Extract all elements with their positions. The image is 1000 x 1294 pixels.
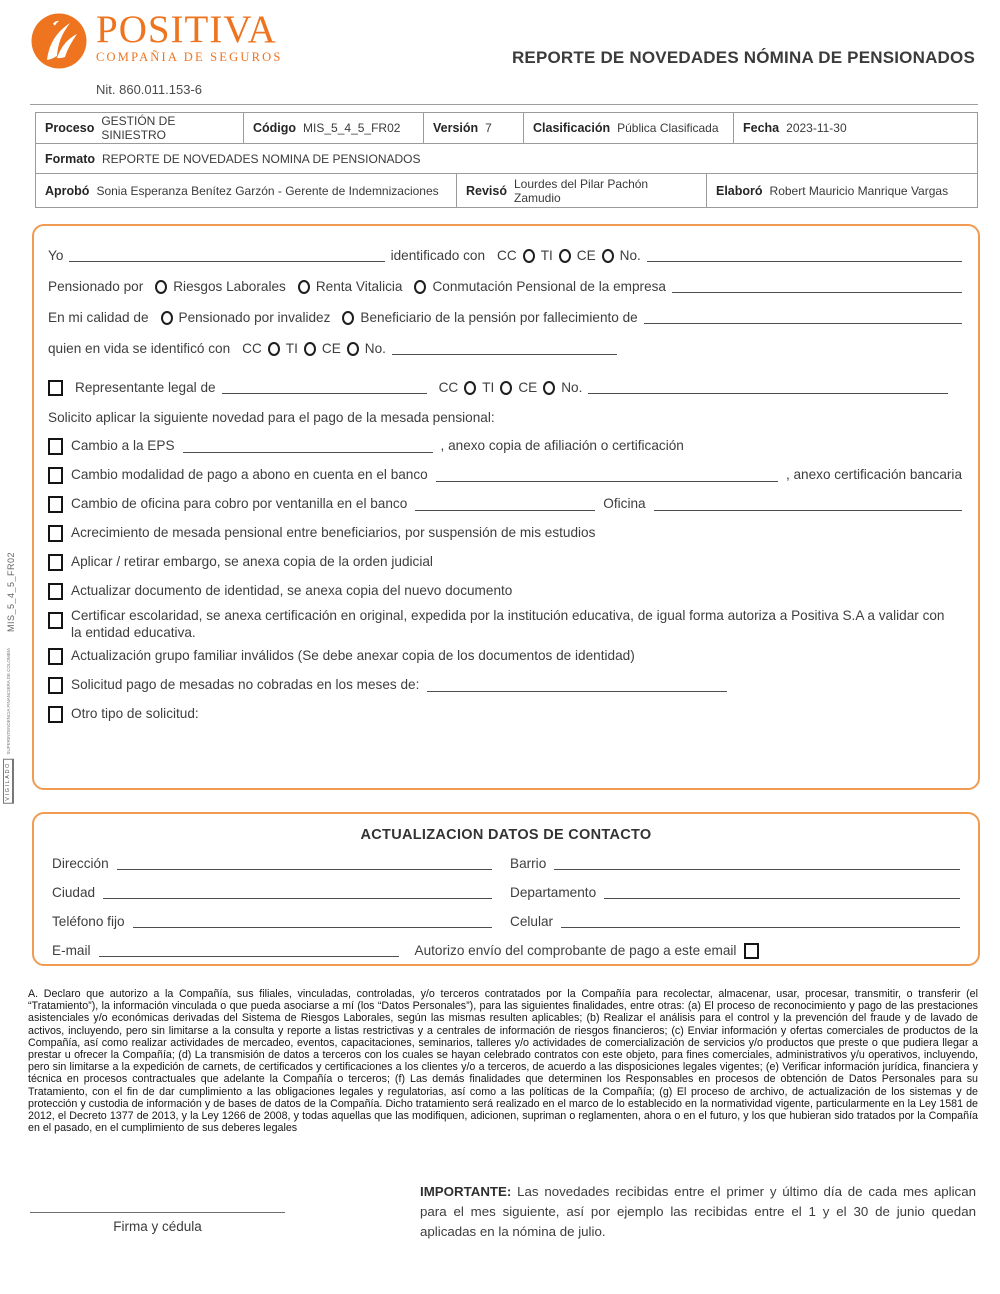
ce2-label: CE <box>321 341 341 356</box>
novelty-item-grupo-familiar: Actualización grupo familiar inválidos (Se debe anexar copia de los documentos de identidad) <box>48 642 962 671</box>
ce3-radio[interactable] <box>543 381 555 395</box>
abono-banco-field[interactable] <box>436 469 778 482</box>
meta-elaboro: Elaboró Robert Mauricio Manrique Vargas <box>706 174 977 207</box>
important-label: IMPORTANTE: <box>420 1184 512 1199</box>
celular-label: Celular <box>510 914 554 929</box>
no2-label: No. <box>364 341 386 356</box>
ventanilla-banco-field[interactable] <box>415 498 595 511</box>
ce3-label: CE <box>518 380 538 395</box>
ti2-label: TI <box>285 341 298 356</box>
row-identity <box>48 240 962 271</box>
riesgos-laborales-radio[interactable] <box>155 280 167 294</box>
meta-table <box>35 112 978 208</box>
contact-row-4 <box>52 936 960 965</box>
cc3-radio[interactable] <box>464 381 476 395</box>
no-label: No. <box>619 248 641 263</box>
email-field[interactable] <box>99 944 399 957</box>
vigilado-subtitle: SUPERINTENDENCIA FINANCIERA DE COLOMBIA <box>5 648 11 755</box>
novelty-item-abono-banco: Cambio modalidad de pago a abono en cuenta en el banco , anexo certificación bancaria <box>48 461 962 490</box>
telefono-label: Teléfono fijo <box>52 914 125 929</box>
direccion-field[interactable] <box>117 857 492 870</box>
direccion-label: Dirección <box>52 856 109 871</box>
embargo-checkbox[interactable] <box>48 554 63 571</box>
ce-radio[interactable] <box>602 249 614 263</box>
ti3-radio[interactable] <box>500 381 512 395</box>
beneficiario-radio[interactable] <box>342 311 354 325</box>
meta-reviso: Revisó Lourdes del Pilar Pachón Zamudio <box>456 174 706 207</box>
ciudad-field[interactable] <box>103 886 492 899</box>
mesadas-meses-field[interactable] <box>427 679 727 692</box>
signature-block <box>30 1212 285 1234</box>
novelty-item-acrecimiento: Acrecimiento de mesada pensional entre beneficiarios, por suspensión de mis estudios <box>48 519 962 548</box>
invalidez-radio[interactable] <box>161 311 173 325</box>
contact-row-1 <box>52 849 960 878</box>
otro-checkbox[interactable] <box>48 706 63 723</box>
row-deceased-id <box>48 333 962 364</box>
meta-fecha: Fecha 2023-11-30 <box>733 113 977 143</box>
novelty-item-ventanilla: Cambio de oficina para cobro por ventanilla en el banco Oficina <box>48 490 962 519</box>
no3-label: No. <box>561 380 583 395</box>
quien-en-vida-label: quien en vida se identificó con <box>48 341 231 356</box>
grupo-familiar-checkbox[interactable] <box>48 648 63 665</box>
ventanilla-checkbox[interactable] <box>48 496 63 513</box>
eps-field[interactable] <box>183 440 433 453</box>
company-logo <box>30 8 283 70</box>
ce-label: CE <box>576 248 596 263</box>
mesadas-checkbox[interactable] <box>48 677 63 694</box>
important-note <box>420 1182 976 1242</box>
ce2-radio[interactable] <box>347 342 359 356</box>
identificado-label: identificado con <box>390 248 486 263</box>
ventanilla-oficina-field[interactable] <box>654 498 962 511</box>
calidad-label: En mi calidad de <box>48 310 149 325</box>
solicito-label: Solicito aplicar la siguiente novedad para el pago de la mesada pensional: <box>48 410 495 425</box>
ti3-label: TI <box>482 380 495 395</box>
contact-box <box>32 812 980 966</box>
document-number-field[interactable] <box>647 249 962 262</box>
representante-name-field[interactable] <box>222 381 427 394</box>
autorizo-label: Autorizo envío del comprobante de pago a este email <box>414 943 737 958</box>
invalidez-label: Pensionado por invalidez <box>178 310 331 325</box>
meta-row-2 <box>36 143 977 173</box>
meta-version: Versión 7 <box>423 113 523 143</box>
empresa-field[interactable] <box>672 280 962 293</box>
header-divider <box>30 104 978 105</box>
renta-vitalicia-radio[interactable] <box>298 280 310 294</box>
row-pension-type <box>48 271 962 302</box>
meta-proceso: Proceso GESTIÓN DE SINIESTRO <box>45 114 176 142</box>
celular-field[interactable] <box>561 915 960 928</box>
novelty-item-eps: Cambio a la EPS , anexo copia de afiliación o certificación <box>48 432 962 461</box>
representante-checkbox[interactable] <box>48 380 63 396</box>
documento-checkbox[interactable] <box>48 583 63 600</box>
barrio-field[interactable] <box>554 857 960 870</box>
fallecido-field[interactable] <box>644 311 962 324</box>
brand-subtitle: COMPAÑIA DE SEGUROS <box>96 50 283 64</box>
telefono-field[interactable] <box>133 915 492 928</box>
departamento-field[interactable] <box>604 886 960 899</box>
signature-line[interactable] <box>30 1212 285 1213</box>
barrio-label: Barrio <box>510 856 547 871</box>
positiva-logo-icon <box>30 12 88 70</box>
yo-label: Yo <box>48 248 64 263</box>
important-text: Las novedades recibidas entre el primer y último día de cada mes aplican para el mes siguiente, así por ejemplo las recibidas entre el 1 y el 30 de junio quedan aplicadas en la nómina de julio. <box>420 1184 976 1239</box>
cc3-label: CC <box>438 380 459 395</box>
meta-row-1 <box>36 113 977 143</box>
vigilado-badge <box>3 648 14 803</box>
representante-label: Representante legal de <box>75 380 216 395</box>
novelty-item-escolaridad: Certificar escolaridad, se anexa certificación en original, expedida por la institución educativa, de igual forma autoriza a Positiva S.A a validar con la entidad educativa. <box>48 606 962 642</box>
departamento-label: Departamento <box>510 885 597 900</box>
brand-name: POSITIVA <box>96 8 277 51</box>
ti-radio[interactable] <box>559 249 571 263</box>
novelty-item-documento: Actualizar documento de identidad, se anexa copia del nuevo documento <box>48 577 962 606</box>
renta-vitalicia-label: Renta Vitalicia <box>315 279 403 294</box>
abono-banco-checkbox[interactable] <box>48 467 63 484</box>
ti2-radio[interactable] <box>304 342 316 356</box>
pensionado-por-label: Pensionado por <box>48 279 144 294</box>
company-nit: Nit. 860.011.153-6 <box>96 82 202 97</box>
vertical-form-code: MIS_5_4_5_FR02 <box>6 552 16 633</box>
meta-codigo: Código MIS_5_4_5_FR02 <box>243 113 423 143</box>
novelty-item-embargo: Aplicar / retirar embargo, se anexa copia de la orden judicial <box>48 548 962 577</box>
representante-number-field[interactable] <box>588 381 948 394</box>
row-capacity <box>48 302 962 333</box>
deceased-number-field[interactable] <box>392 342 617 355</box>
autorizo-checkbox[interactable] <box>744 943 759 959</box>
ti-label: TI <box>540 248 553 263</box>
row-legal-representative <box>48 372 962 403</box>
main-form-box <box>32 224 980 790</box>
page-title: REPORTE DE NOVEDADES NÓMINA DE PENSIONADOS <box>511 48 975 67</box>
signature-label: Firma y cédula <box>113 1219 202 1234</box>
vigilado-label: VIGILADO <box>3 759 14 804</box>
meta-aprobo: Aprobó Sonia Esperanza Benítez Garzón - Gerente de Indemnizaciones <box>45 183 439 198</box>
contact-row-2 <box>52 878 960 907</box>
cc2-radio[interactable] <box>268 342 280 356</box>
riesgos-laborales-label: Riesgos Laborales <box>173 279 286 294</box>
acrecimiento-checkbox[interactable] <box>48 525 63 542</box>
row-solicito <box>48 403 962 432</box>
contact-row-3 <box>52 907 960 936</box>
ciudad-label: Ciudad <box>52 885 96 900</box>
novelty-item-otro: Otro tipo de solicitud: <box>48 700 962 729</box>
name-field[interactable] <box>69 249 384 262</box>
eps-checkbox[interactable] <box>48 438 63 455</box>
novelty-item-mesadas: Solicitud pago de mesadas no cobradas en los meses de: <box>48 671 962 700</box>
meta-clasificacion: Clasificación Pública Clasificada <box>523 113 733 143</box>
meta-formato: Formato REPORTE DE NOVEDADES NOMINA DE PENSIONADOS <box>45 151 421 166</box>
cc2-label: CC <box>242 341 262 356</box>
conmutacion-label: Conmutación Pensional de la empresa <box>432 279 666 294</box>
email-label: E-mail <box>52 943 91 958</box>
legal-disclaimer: A. Declaro que autorizo a la Compañía, sus filiales, vinculadas, controladas, y/o terceros contratados por la Compañía para recolectar, almacenar, usar, procesar, transmitir, o transferir (el “Tratamiento”), la información vinculada o que pueda asociarse a mí (los “Datos Personales”), para las siguientes finalidades, entre otras: (a) El proceso de reconocimiento y pago de las prestaciones asistenciales y/o económicas derivadas del Sistema de Riesgos Laborales, según las mismas resulten aplicables; (b) Realizar el análisis para el control y la prevención del fraude y de lavado de activos, incluyendo, pero sin limitarse a la consulta y reporte a listas restrictivas y a centrales de información de riesgos financieros; (c) Enviar información y ofertas comerciales de productos de la Compañía, así como realizar actividades de mercadeo, eventos, capacitaciones, seminarios, talleres y/o actividades de comercialización de servicios y/o productos que preste o que pudiera llegar a prestar u ofrecer la Compañía; (d) La transmisión de datos a terceros con los cuales se hayan celebrado contratos con este objeto, para fines comerciales, administrativos y/u operativos, incluyendo, pero sin limitarse a la expedición de carnets, de certificados y certificaciones a los clientes y/o a terceros, de acuerdo a las disposiciones legales vigentes; (e) Verificar información jurídica, financiera y técnica en procesos contractuales que adelante la Compañía o terceros; (f) Las demás finalidades que determinen los Responsables en procesos de obtención de Datos Personales para su Tratamiento, con el fin de dar cumplimiento a las obligaciones legales y regulatorias, así como a las políticas de la Compañía; (g) El proceso de archivo, de actualización de los sistemas y de protección y custodia de información y de bases de datos de la Compañía. Dicho tratamiento será realizado en el marco de lo establecido en la normatividad vigente, particularmente en la Ley 1581 de 2012, el Decreto 1377 de 2013, y la Ley 1266 de 2008, y todas aquellas que las modifiquen, adicionen, supriman o reglamenten, ahora o en el futuro, y los que hubieran sido tratados por la Compañía en el pasado, en el cumplimiento de sus deberes legales <box>28 988 978 1135</box>
beneficiario-label: Beneficiario de la pensión por fallecimiento de <box>360 310 638 325</box>
cc-label: CC <box>497 248 517 263</box>
cc-radio[interactable] <box>523 249 535 263</box>
escolaridad-checkbox[interactable] <box>48 612 63 629</box>
contact-title: ACTUALIZACION DATOS DE CONTACTO <box>360 827 652 843</box>
conmutacion-radio[interactable] <box>414 280 426 294</box>
meta-row-3 <box>36 173 977 207</box>
